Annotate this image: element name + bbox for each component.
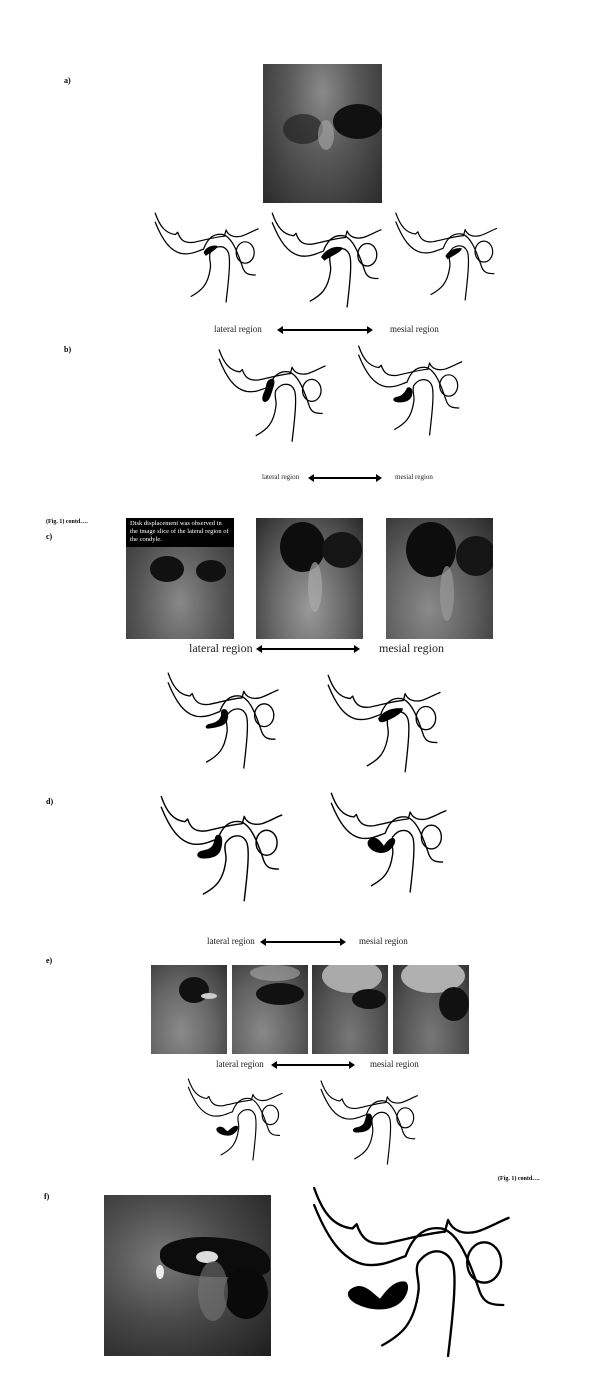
panel-f-label: f) bbox=[44, 1192, 50, 1201]
panel-f-mri-image bbox=[104, 1195, 271, 1356]
panel-d-label: d) bbox=[46, 797, 54, 806]
panel-d-diagram-mesial bbox=[327, 792, 452, 892]
panel-c-mesial-label: mesial region bbox=[379, 641, 444, 655]
panel-e-lateral-label: lateral region bbox=[216, 1059, 264, 1069]
panel-c-mri-mesial bbox=[386, 518, 493, 639]
panel-d-region-arrow bbox=[265, 941, 341, 943]
panel-d-diagram-lateral bbox=[160, 792, 285, 904]
panel-a-mri-image bbox=[263, 64, 382, 203]
panel-a-diagram-mesial bbox=[392, 212, 502, 300]
panel-e-label: e) bbox=[46, 956, 53, 965]
panel-b-mesial-label: mesial region bbox=[395, 473, 433, 481]
panel-e-diagram-lateral bbox=[186, 1078, 286, 1160]
panel-c-mri-lateral bbox=[126, 518, 234, 639]
panel-c-diagram-lateral bbox=[166, 672, 282, 768]
panel-c-label: c) bbox=[46, 532, 53, 541]
panel-b-lateral-label: lateral region bbox=[262, 473, 300, 481]
panel-c-caption: Disk displacement was observed in the image slice of the lateral region of the condyle. bbox=[126, 518, 234, 547]
panel-f-diagram bbox=[303, 1186, 523, 1356]
panel-a-region-arrow bbox=[282, 329, 368, 331]
panel-e-region-arrow bbox=[276, 1064, 350, 1066]
panel-c-region-arrow bbox=[261, 648, 355, 650]
panel-e-mri-4 bbox=[393, 965, 469, 1054]
panel-d-mesial-label: mesial region bbox=[359, 936, 408, 946]
panel-b-diagram-mesial bbox=[356, 345, 466, 435]
panel-a-lateral-label: lateral region bbox=[214, 324, 262, 334]
panel-e-mri-3 bbox=[312, 965, 388, 1054]
panel-c-diagram-mesial bbox=[327, 672, 443, 774]
panel-e-mri-1 bbox=[151, 965, 227, 1054]
panel-a-diagram-middle bbox=[270, 212, 385, 307]
panel-b-region-arrow bbox=[313, 477, 377, 479]
panel-c-lateral-label: lateral region bbox=[189, 641, 253, 655]
panel-a-mesial-label: mesial region bbox=[390, 324, 439, 334]
figure-continued-label-2: (Fig. 1) contd…. bbox=[498, 1176, 540, 1182]
figure-continued-label: (Fig. 1) contd…. bbox=[46, 519, 88, 525]
panel-c-mri-middle bbox=[256, 518, 363, 639]
panel-e-mri-2 bbox=[232, 965, 308, 1054]
panel-d-lateral-label: lateral region bbox=[207, 936, 255, 946]
panel-b-diagram-lateral bbox=[218, 345, 328, 445]
panel-b-label: b) bbox=[64, 345, 72, 354]
panel-e-diagram-mesial bbox=[320, 1078, 420, 1166]
panel-a-diagram-lateral bbox=[150, 212, 265, 302]
panel-e-mesial-label: mesial region bbox=[370, 1059, 419, 1069]
panel-a-label: a) bbox=[64, 76, 71, 85]
